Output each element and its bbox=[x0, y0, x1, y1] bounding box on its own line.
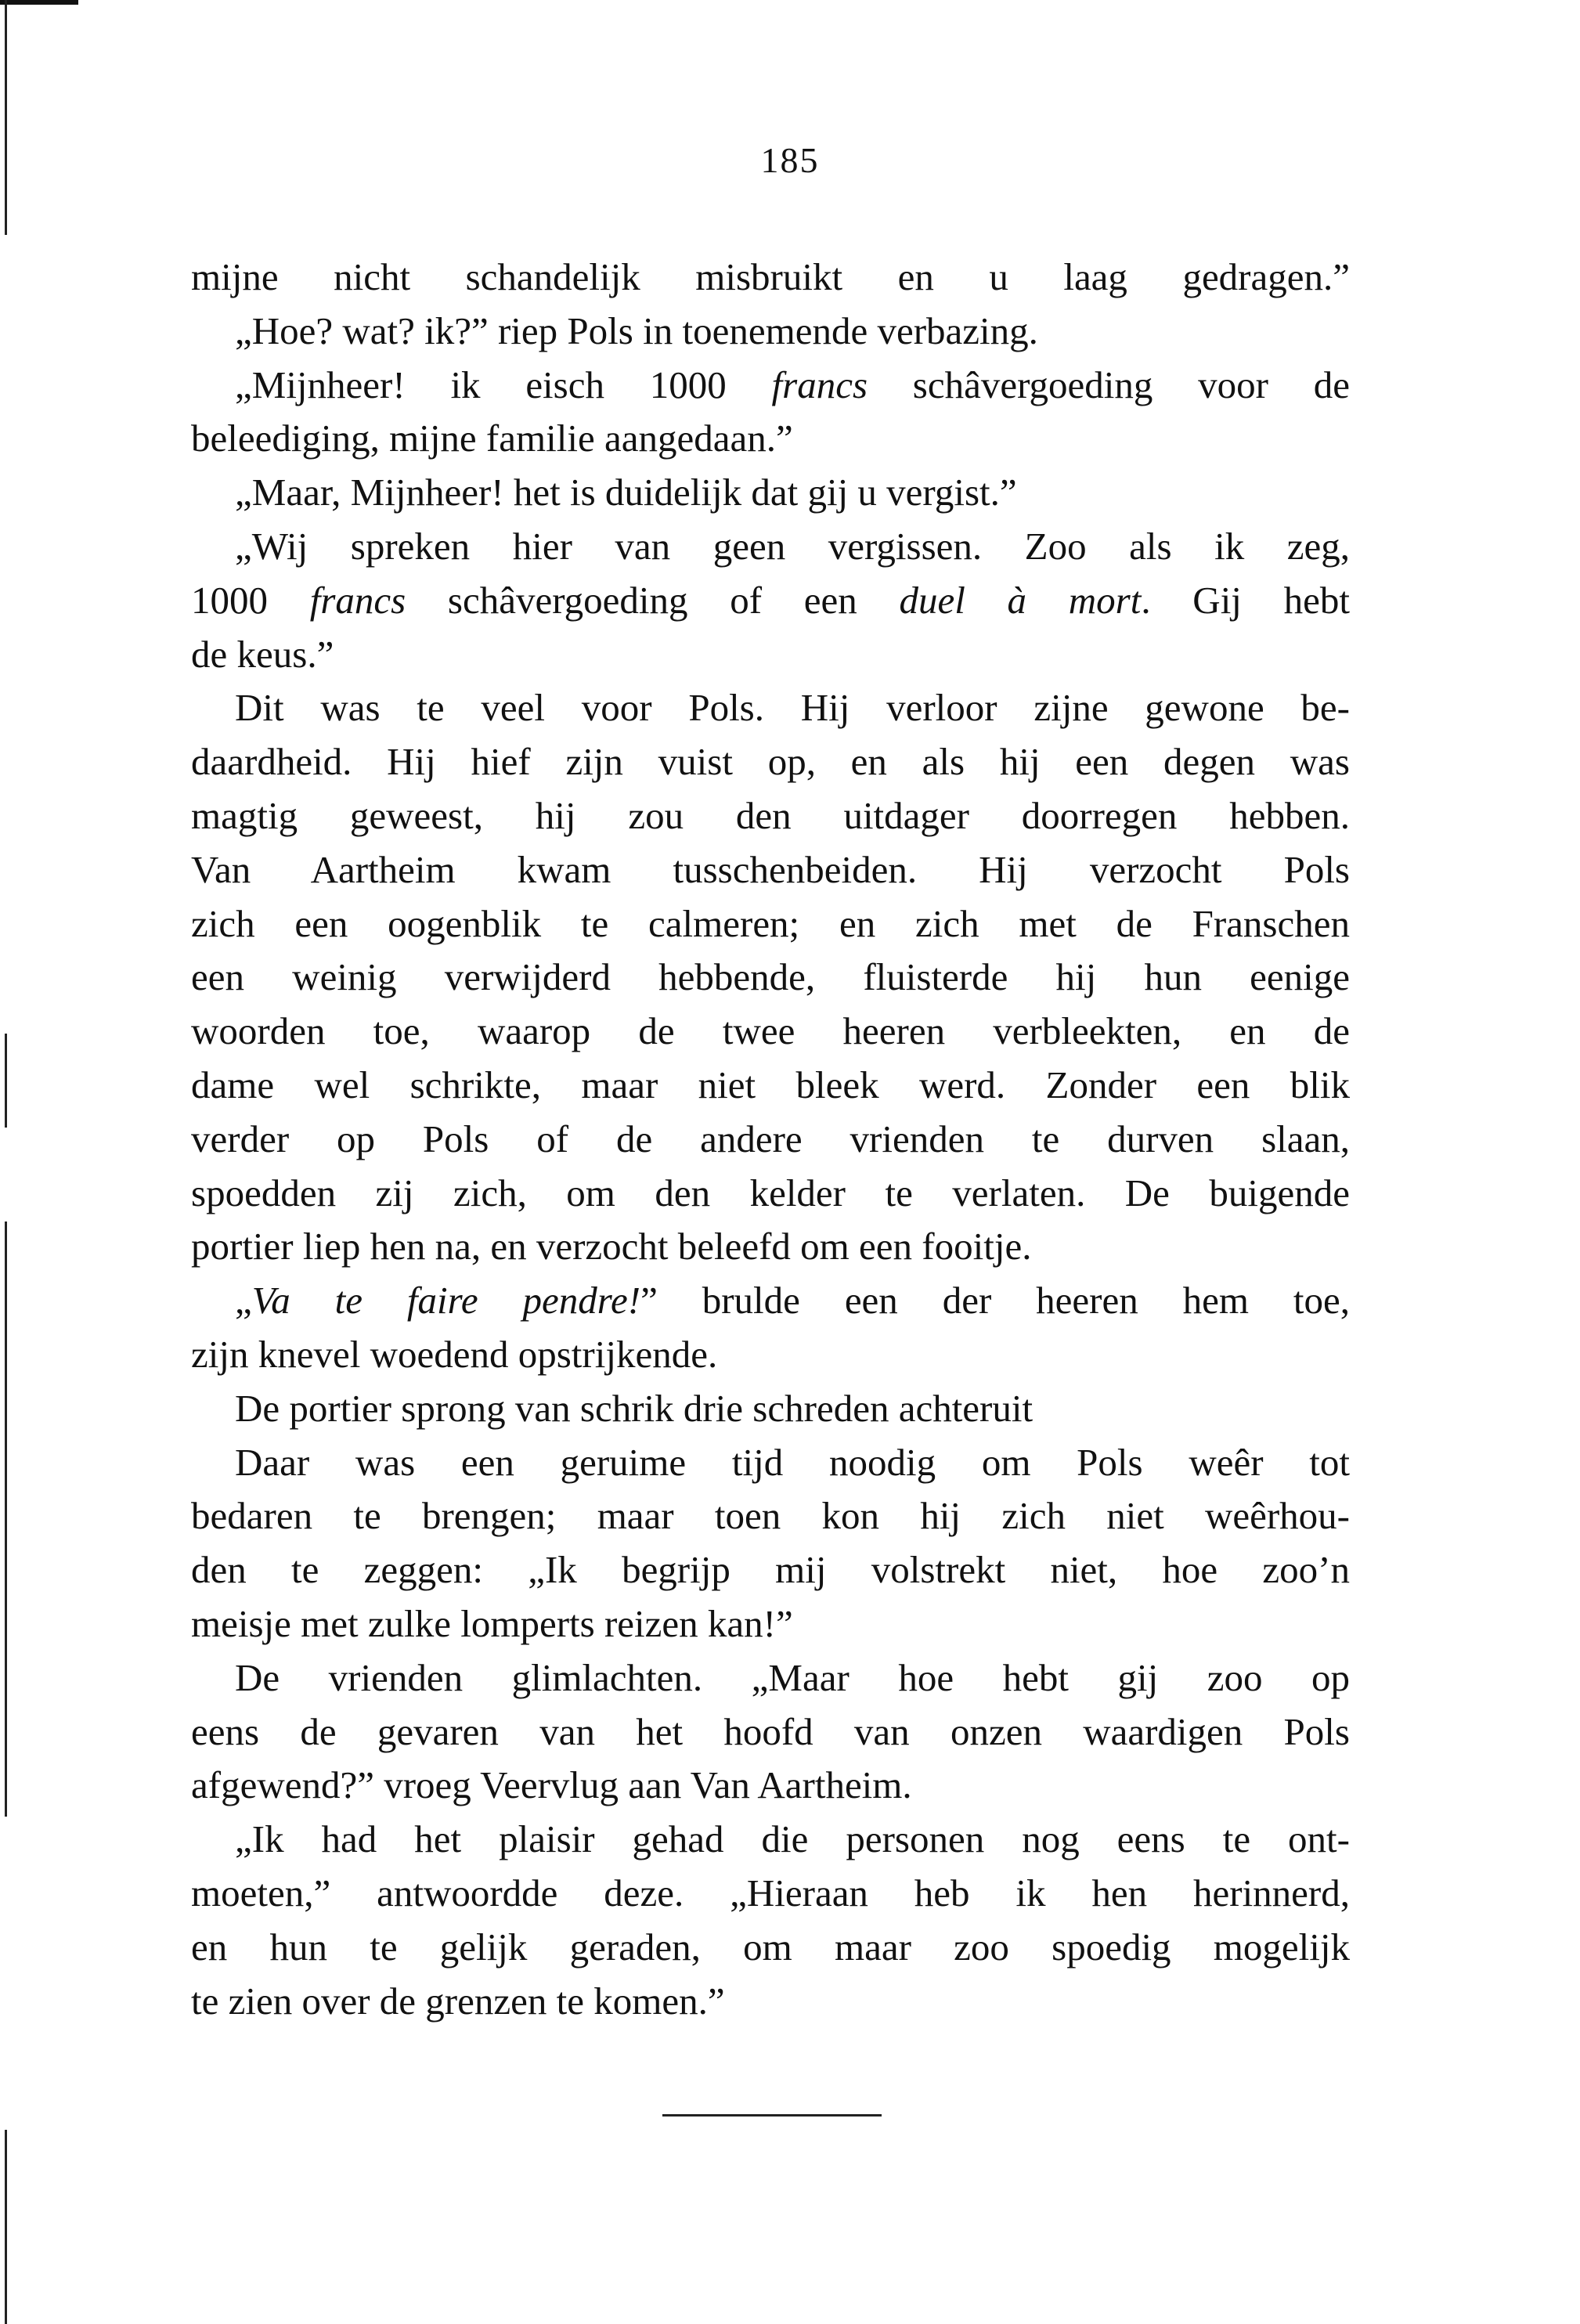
scan-edge-left-bottom bbox=[5, 2130, 7, 2324]
text-line: woorden toe, waarop de twee heeren verbleekten, en de bbox=[191, 1009, 1350, 1053]
text-line: den te zeggen: „Ik begrijp mij volstrekt niet, hoe zoo’n bbox=[191, 1548, 1350, 1592]
page-number: 185 bbox=[760, 140, 820, 180]
text-line: te zien over de grenzen te komen.” bbox=[191, 1979, 725, 2023]
text-line: en hun te gelijk geraden, om maar zoo spoedig mogelijk bbox=[191, 1925, 1350, 1969]
text-line: Dit was te veel voor Pols. Hij verloor zijne gewone be- bbox=[235, 686, 1350, 730]
scan-edge-top bbox=[0, 0, 78, 5]
text-line: magtig geweest, hij zou den uitdager doorregen hebben. bbox=[191, 793, 1350, 837]
text-line: De portier sprong van schrik drie schreden achteruit bbox=[235, 1386, 1033, 1430]
text-line: dame wel schrikte, maar niet bleek werd. Zonder een blik bbox=[191, 1063, 1350, 1106]
text-line: 1000 francs schâvergoeding of een duel à mort. Gij hebt bbox=[191, 578, 1350, 622]
text-line: verder op Pols of de andere vrienden te durven slaan, bbox=[191, 1117, 1350, 1160]
text-line: „Maar, Mijnheer! het is duidelijk dat gij u vergist.” bbox=[235, 471, 1017, 514]
text-line: moeten,” antwoordde deze. „Hieraan heb ik hen herinnerd, bbox=[191, 1871, 1350, 1914]
text-line: portier liep hen na, en verzocht beleefd om een fooitje. bbox=[191, 1225, 1032, 1268]
text-line: De vrienden glimlachten. „Maar hoe hebt gij zoo op bbox=[235, 1655, 1350, 1699]
section-end-rule bbox=[662, 2114, 882, 2116]
text-line: een weinig verwijderd hebbende, fluisterde hij hun eenige bbox=[191, 955, 1350, 999]
text-line: „Hoe? wat? ik?” riep Pols in toenemende verbazing. bbox=[235, 309, 1038, 352]
text-line: Van Aartheim kwam tusschenbeiden. Hij verzocht Pols bbox=[191, 847, 1350, 891]
text-line: beleediging, mijne familie aangedaan.” bbox=[191, 417, 793, 460]
text-line: zich een oogenblik te calmeren; en zich met de Franschen bbox=[191, 901, 1350, 945]
text-line: „Wij spreken hier van geen vergissen. Zoo als ik zeg, bbox=[235, 524, 1350, 568]
body-text bbox=[191, 251, 1350, 2028]
text-line: de keus.” bbox=[191, 632, 334, 676]
scan-edge-left-lower bbox=[5, 1222, 7, 1817]
text-line: meisje met zulke lomperts reizen kan!” bbox=[191, 1601, 793, 1645]
text-line: eens de gevaren van het hoofd van onzen waardigen Pols bbox=[191, 1709, 1350, 1753]
text-line: daardheid. Hij hief zijn vuist op, en als hij een degen was bbox=[191, 740, 1350, 784]
text-line: zijn knevel woedend opstrijkende. bbox=[191, 1332, 718, 1376]
text-line: mijne nicht schandelijk misbruikt en u laag gedragen.” bbox=[191, 255, 1350, 298]
text-line: Daar was een geruime tijd noodig om Pols weêr tot bbox=[235, 1440, 1350, 1484]
scan-edge-left-upper bbox=[5, 0, 7, 235]
text-line: afgewend?” vroeg Veervlug aan Van Aartheim. bbox=[191, 1763, 912, 1807]
text-line: spoedden zij zich, om den kelder te verlaten. De buigende bbox=[191, 1171, 1350, 1214]
text-line: bedaren te brengen; maar toen kon hij zich niet weêrhou- bbox=[191, 1494, 1350, 1538]
text-line: „Mijnheer! ik eisch 1000 francs schâvergoeding voor de bbox=[235, 363, 1350, 406]
scan-edge-left-mid bbox=[5, 1034, 7, 1128]
text-line: „Ik had het plaisir gehad die personen nog eens te ont- bbox=[235, 1817, 1350, 1861]
text-line: „Va te faire pendre!” brulde een der heeren hem toe, bbox=[235, 1279, 1350, 1323]
